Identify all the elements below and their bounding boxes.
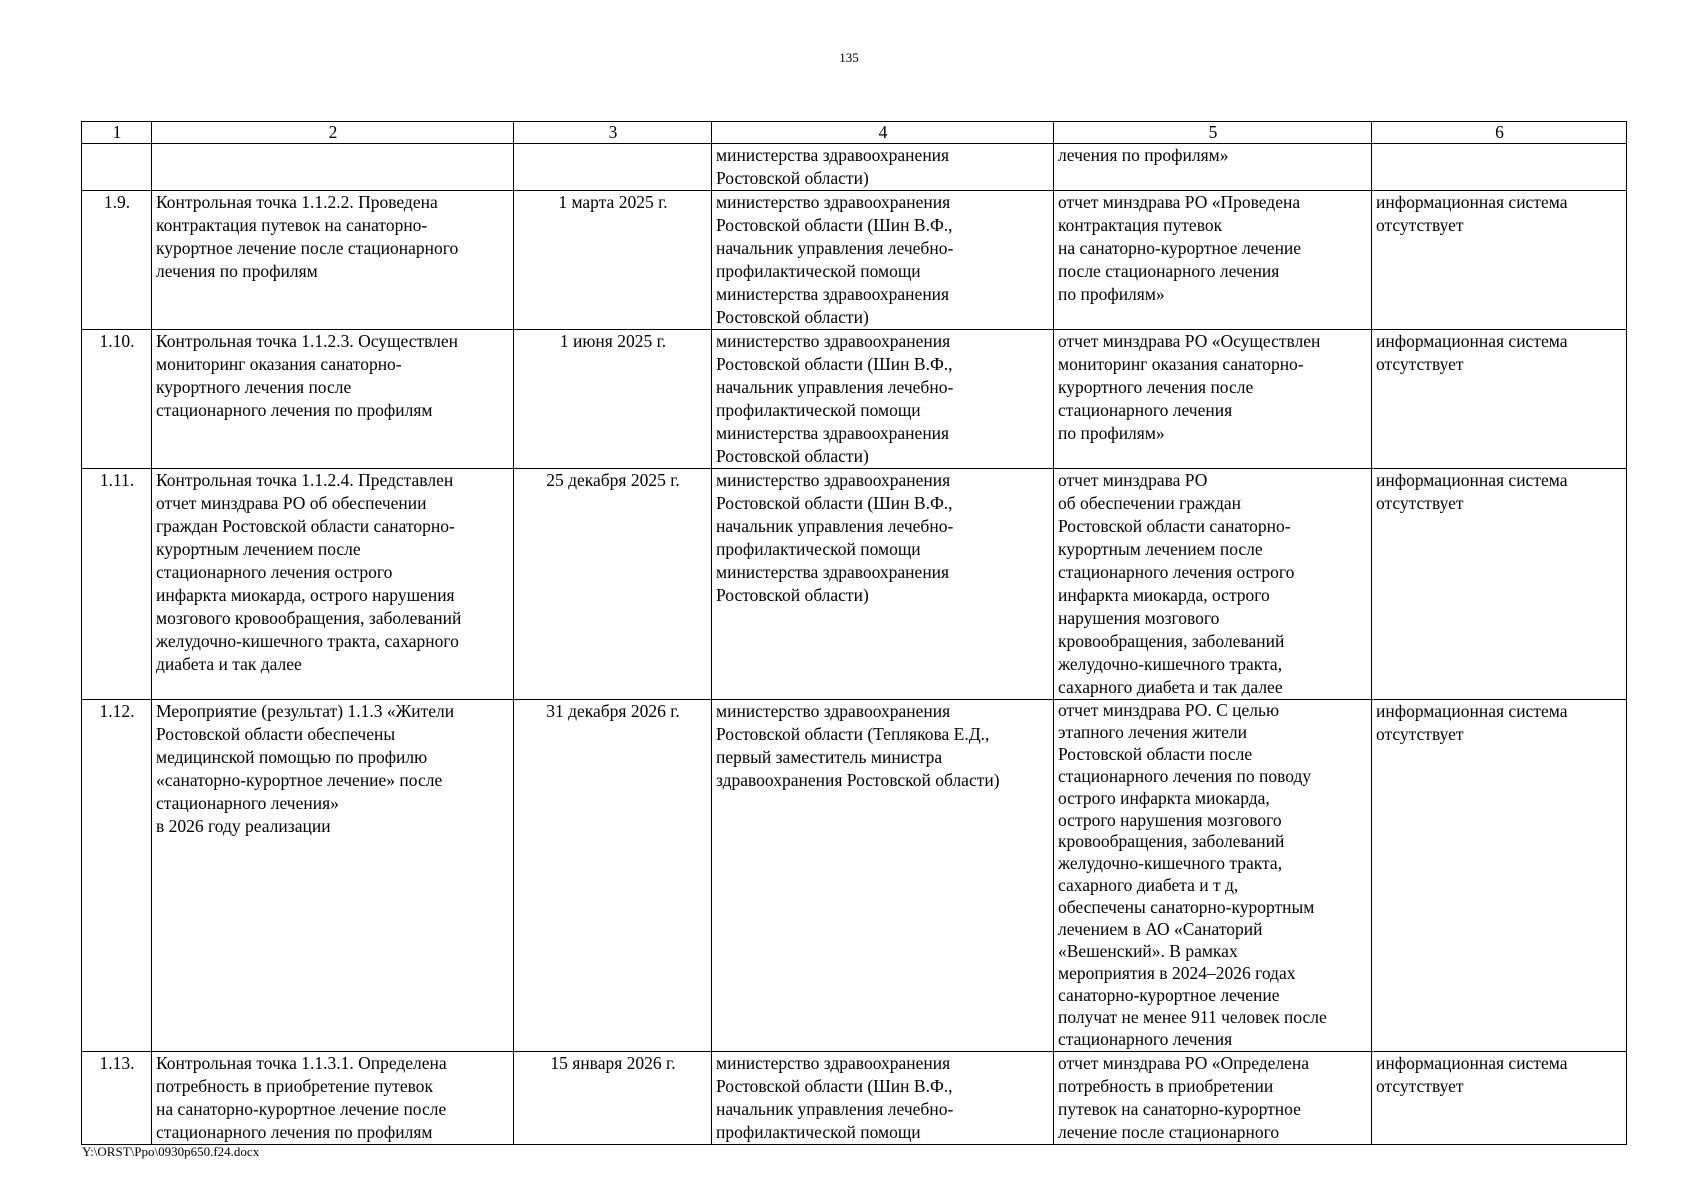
- deadline-date: 31 декабря 2026 г.: [546, 701, 680, 721]
- system-cell: [1372, 1051, 1627, 1144]
- table-header-row: [82, 122, 1627, 144]
- row-number-cell: [82, 700, 152, 1052]
- result-cell: [1054, 469, 1372, 700]
- row-number-cell: [82, 191, 152, 330]
- event-text: Контрольная точка 1.1.3.1. Определена потребность в приобретение путевок на санаторно-курортное лечение после стационарного лечения по профилям: [156, 1052, 447, 1142]
- row-number: 1.9.: [103, 192, 131, 212]
- responsible-text: министерство здравоохранения Ростовской области (Шин В.Ф., начальник управления лечебно- профилактической помощи: [716, 1052, 954, 1142]
- table-row: [82, 1051, 1627, 1144]
- table-row: [82, 469, 1627, 700]
- event-cell: [152, 330, 514, 469]
- plan-table: [81, 121, 1627, 1145]
- deadline-date: 25 декабря 2025 г.: [546, 470, 680, 490]
- system-cell: [1372, 469, 1627, 700]
- footer-file-path: Y:\ORST\Ppo\0930p650.f24.docx: [82, 1144, 260, 1159]
- date-cell: [514, 191, 712, 330]
- event-cell: [152, 144, 514, 191]
- event-text: Контрольная точка 1.1.2.2. Проведена контрактация путевок на санаторно- курортное лечение после стационарного лечения по профилям: [156, 192, 459, 281]
- column-header: 2: [152, 122, 514, 144]
- result-cell: [1054, 700, 1372, 1052]
- responsible-cell: [712, 330, 1054, 469]
- system-text: информационная система отсутствует: [1376, 192, 1568, 235]
- result-cell: [1054, 144, 1372, 191]
- row-number: 1.12.: [99, 701, 135, 721]
- table-row: [82, 144, 1627, 191]
- row-number-cell: [82, 144, 152, 191]
- responsible-text: министерство здравоохранения Ростовской области (Шин В.Ф., начальник управления лечебно- профилактической помощи министерства здравоохранения Ростовской области): [716, 470, 954, 605]
- column-header: 6: [1372, 122, 1627, 144]
- event-cell: [152, 469, 514, 700]
- page-number: 135: [839, 50, 859, 65]
- responsible-text: министерство здравоохранения Ростовской области (Шин В.Ф., начальник управления лечебно- профилактической помощи министерства здравоохранения Ростовской области): [716, 192, 954, 327]
- date-cell: [514, 1051, 712, 1144]
- responsible-cell: [712, 191, 1054, 330]
- responsible-cell: [712, 469, 1054, 700]
- system-text: информационная система отсутствует: [1376, 1052, 1568, 1096]
- event-text: Мероприятие (результат) 1.1.3 «Жители Ростовской области обеспечены медицинской помощью по профилю «санаторно-курортное лечение» после стационарного лечения» в 2026 году реализации: [156, 701, 455, 836]
- result-cell: [1054, 1051, 1372, 1144]
- date-cell: [514, 330, 712, 469]
- table-row: [82, 191, 1627, 330]
- responsible-cell: [712, 1051, 1054, 1144]
- deadline-date: 1 марта 2025 г.: [558, 192, 668, 212]
- result-text: отчет минздрава РО об обеспечении граждан Ростовской области санаторно- курортным лечением после стационарного лечения острого инфаркта миокарда, острого нарушения мозгового кровообращения, заболеваний желудочно-кишечного тракта, сахарного диабета и так далее: [1058, 470, 1295, 697]
- responsible-text: министерства здравоохранения Ростовской области): [716, 145, 950, 188]
- row-number: 1.11.: [99, 470, 135, 490]
- system-cell: [1372, 144, 1627, 191]
- result-text: лечения по профилям»: [1058, 145, 1229, 165]
- event-text: Контрольная точка 1.1.2.4. Представлен отчет минздрава РО об обеспечении граждан Ростовской области санаторно- курортным лечением после стационарного лечения острого инфаркта миокарда, острого нарушения мозгового кровообращения, заболеваний желудочно-кишечного тракта, сахарного диабета и так далее: [156, 470, 462, 674]
- system-text: информационная система отсутствует: [1376, 470, 1568, 513]
- system-text: информационная система отсутствует: [1376, 701, 1568, 744]
- row-number-cell: [82, 330, 152, 469]
- system-cell: [1372, 191, 1627, 330]
- event-cell: [152, 191, 514, 330]
- deadline-date: 1 июня 2025 г.: [559, 331, 667, 351]
- date-cell: [514, 700, 712, 1052]
- result-text: отчет минздрава РО «Осуществлен мониторинг оказания санаторно- курортного лечения после стационарного лечения по профилям»: [1058, 331, 1321, 443]
- result-text: отчет минздрава РО «Определена потребность в приобретении путевок на санаторно-курортное лечение после стационарного: [1058, 1052, 1310, 1142]
- result-cell: [1054, 330, 1372, 469]
- result-cell: [1054, 191, 1372, 330]
- responsible-cell: [712, 700, 1054, 1052]
- system-cell: [1372, 700, 1627, 1052]
- table-row: [82, 330, 1627, 469]
- row-number-cell: [82, 469, 152, 700]
- column-header: 4: [712, 122, 1054, 144]
- date-cell: [514, 144, 712, 191]
- responsible-text: министерство здравоохранения Ростовской области (Теплякова Е.Д., первый заместитель министра здравоохранения Ростовской области): [716, 701, 1000, 790]
- responsible-text: министерство здравоохранения Ростовской области (Шин В.Ф., начальник управления лечебно- профилактической помощи министерства здравоохранения Ростовской области): [716, 331, 954, 466]
- event-cell: [152, 1051, 514, 1144]
- column-header: 3: [514, 122, 712, 144]
- deadline-date: 15 января 2026 г.: [550, 1052, 676, 1073]
- row-number-cell: [82, 1051, 152, 1144]
- row-number: 1.10.: [99, 331, 135, 351]
- table-row: [82, 700, 1627, 1052]
- row-number: 1.13.: [99, 1052, 135, 1073]
- result-text: отчет минздрава РО «Проведена контрактация путевок на санаторно-курортное лечение после стационарного лечения по профилям»: [1058, 192, 1302, 304]
- system-cell: [1372, 330, 1627, 469]
- responsible-cell: [712, 144, 1054, 191]
- event-cell: [152, 700, 514, 1052]
- event-text: Контрольная точка 1.1.2.3. Осуществлен мониторинг оказания санаторно- курортного лечения после стационарного лечения по профилям: [156, 331, 459, 420]
- column-header: 1: [82, 122, 152, 144]
- column-header: 5: [1054, 122, 1372, 144]
- result-text: отчет минздрава РО. С целью этапного лечения жители Ростовской области после стационарного лечения по поводу острого инфаркта миокарда, острого нарушения мозгового кровообращения, заболеваний желудочно-кишечного тракта, сахарного диабета и т д, обеспечены санаторно-курортным лечением в АО «Санаторий «Вешенский». В рамках мероприятия в 2024–2026 годах санаторно-курортное лечение получат не менее 911 человек после стационарного лечения: [1058, 700, 1327, 1049]
- date-cell: [514, 469, 712, 700]
- system-text: информационная система отсутствует: [1376, 331, 1568, 374]
